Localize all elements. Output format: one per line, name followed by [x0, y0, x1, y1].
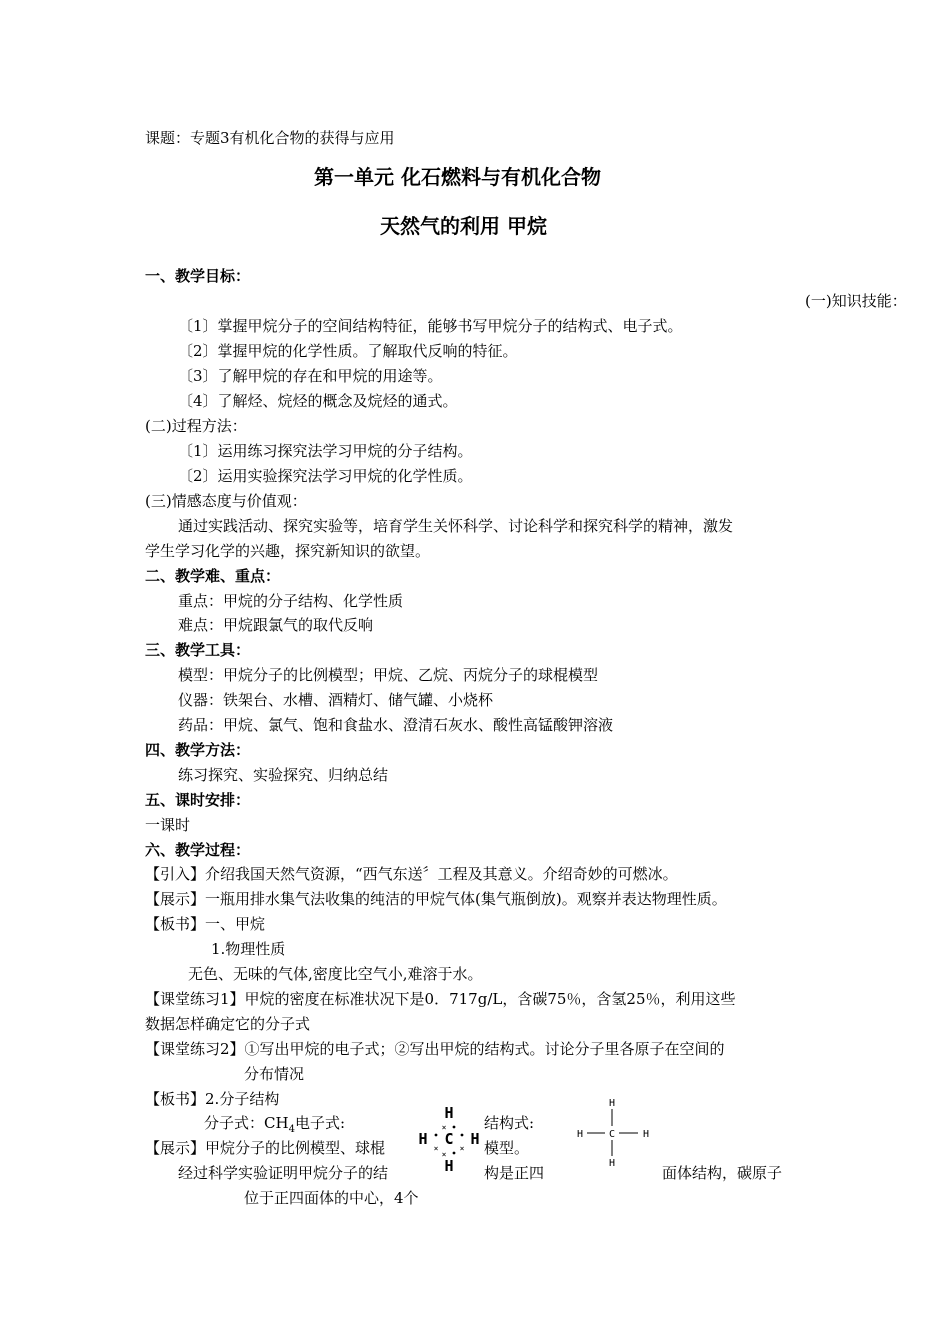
electron-c-center: C	[444, 1130, 454, 1148]
molecular-formula-label: 分子式：CH	[204, 1114, 289, 1132]
struct-h-left: H	[576, 1129, 584, 1140]
key-point: 重点：甲烷的分子结构、化学性质	[178, 592, 404, 610]
section6-heading: 六、教学过程：	[145, 841, 251, 859]
electron-h-top: H	[444, 1104, 454, 1122]
method-content: 练习探究、实验探究、归纳总结	[178, 766, 389, 784]
goal-item: 〔4〕了解烃、烷烃的概念及烷烃的通式。	[178, 392, 458, 410]
struct-h-top: H	[608, 1098, 616, 1109]
proof-line-d: 位于正四面体的中心，4个	[244, 1189, 419, 1207]
process-item: 〔2〕运用实验探究法学习甲烷的化学性质。	[178, 467, 473, 485]
board-line: 【板书】一、甲烷	[145, 915, 266, 933]
physical-properties-content: 无色、无味的气体,密度比空气小,难溶于水。	[188, 965, 483, 983]
electron-formula-label: 电子式:	[294, 1114, 345, 1132]
difficult-point: 难点：甲烷跟氯气的取代反响	[178, 616, 374, 634]
electron-h-bottom: H	[444, 1157, 454, 1175]
schedule-content: 一课时	[145, 816, 191, 834]
tools-reagents: 药品：甲烷、氯气、饱和食盐水、澄清石灰水、酸性高锰酸钾溶液	[178, 716, 614, 734]
proof-line-c: 面体结构，碳原子	[662, 1164, 783, 1182]
section2-heading: 二、教学难、重点：	[145, 567, 281, 585]
section1-heading: 一、教学目标：	[145, 267, 251, 285]
tools-instruments: 仪器：铁架台、水槽、酒精灯、储气罐、小烧杯	[178, 691, 494, 709]
electron-formula-diagram	[412, 1100, 486, 1176]
section3-heading: 三、教学工具：	[145, 641, 251, 659]
electron-dot-cross: ×	[459, 1144, 465, 1153]
struct-h-bottom: H	[608, 1158, 616, 1169]
electron-dot	[453, 1152, 456, 1155]
goal-item: 〔1〕掌握甲烷分子的空间结构特征，能够书写甲烷分子的结构式、电子式。	[178, 317, 683, 335]
show2-line-b: 模型。	[484, 1139, 530, 1157]
electron-dot	[435, 1134, 438, 1137]
struct-h-right: H	[642, 1129, 650, 1140]
formula-line	[204, 1113, 345, 1140]
electron-dot-cross: ×	[433, 1144, 439, 1153]
board2-line	[145, 1089, 279, 1109]
electron-dot	[453, 1126, 456, 1129]
lesson-title: 天然气的利用 甲烷	[380, 214, 547, 238]
physical-properties-heading: 1.物理性质	[211, 940, 286, 958]
goal-item: 〔3〕了解甲烷的存在和甲烷的用途等。	[178, 367, 443, 385]
subheading-knowledge: (一)知识技能：	[805, 292, 907, 310]
intro-line: 【引入】介绍我国天然气资源，“西气东送〞工程及其意义。介绍奇妙的可燃冰。	[145, 865, 678, 883]
exercise2-line: 【课堂练习2】①写出甲烷的电子式；②写出甲烷的结构式。讨论分子里各原子在空间的	[145, 1040, 725, 1058]
proof-line-a: 经过科学实验证明甲烷分子的结	[178, 1164, 389, 1182]
board2-text: 2.分子结构	[205, 1090, 280, 1108]
exercise2-line: 分布情况	[244, 1065, 305, 1083]
proof-line-b: 构是正四	[484, 1164, 545, 1182]
exercise1-line: 数据怎样确定它的分子式	[145, 1015, 311, 1033]
subheading-attitude: (三)情感态度与价值观：	[145, 492, 307, 510]
molecular-formula-subscript: 4	[288, 1124, 295, 1135]
structural-formula-label: 结构式:	[484, 1114, 535, 1132]
board2-mark: 【板书】	[145, 1090, 206, 1108]
process-item: 〔1〕运用练习探究法学习甲烷的分子结构。	[178, 442, 473, 460]
electron-dot-cross: ×	[441, 1123, 447, 1132]
unit-title: 第一单元 化石燃料与有机化合物	[314, 165, 601, 189]
attitude-paragraph-line: 通过实践活动、探究实验等，培育学生关怀科学、讨论科学和探究科学的精神，激发	[178, 517, 734, 535]
structural-formula-diagram	[574, 1095, 656, 1169]
electron-dot-cross: ×	[441, 1150, 447, 1159]
course-line: 课题：专题3有机化合物的获得与应用	[145, 129, 395, 147]
electron-h-right: H	[470, 1130, 480, 1148]
show2-line-a: 【展示】甲烷分子的比例模型、球棍	[145, 1139, 386, 1157]
electron-h-left: H	[418, 1130, 428, 1148]
exercise1-line: 【课堂练习1】甲烷的密度在标准状况下是0．717g/L，含碳75％，含氢25％，利用这些	[145, 990, 736, 1008]
tools-model: 模型：甲烷分子的比例模型；甲烷、乙烷、丙烷分子的球棍模型	[178, 666, 599, 684]
section4-heading: 四、教学方法：	[145, 741, 251, 759]
electron-dot	[461, 1134, 464, 1137]
section5-heading: 五、课时安排：	[145, 791, 251, 809]
struct-c-center: C	[608, 1129, 616, 1140]
attitude-paragraph-line: 学生学习化学的兴趣，探究新知识的欲望。	[145, 542, 431, 560]
show-line: 【展示】一瓶用排水集气法收集的纯洁的甲烷气体(集气瓶倒放)。观察并表达物理性质。	[145, 890, 727, 908]
goal-item: 〔2〕掌握甲烷的化学性质。了解取代反响的特征。	[178, 342, 518, 360]
subheading-process: (二)过程方法：	[145, 417, 247, 435]
